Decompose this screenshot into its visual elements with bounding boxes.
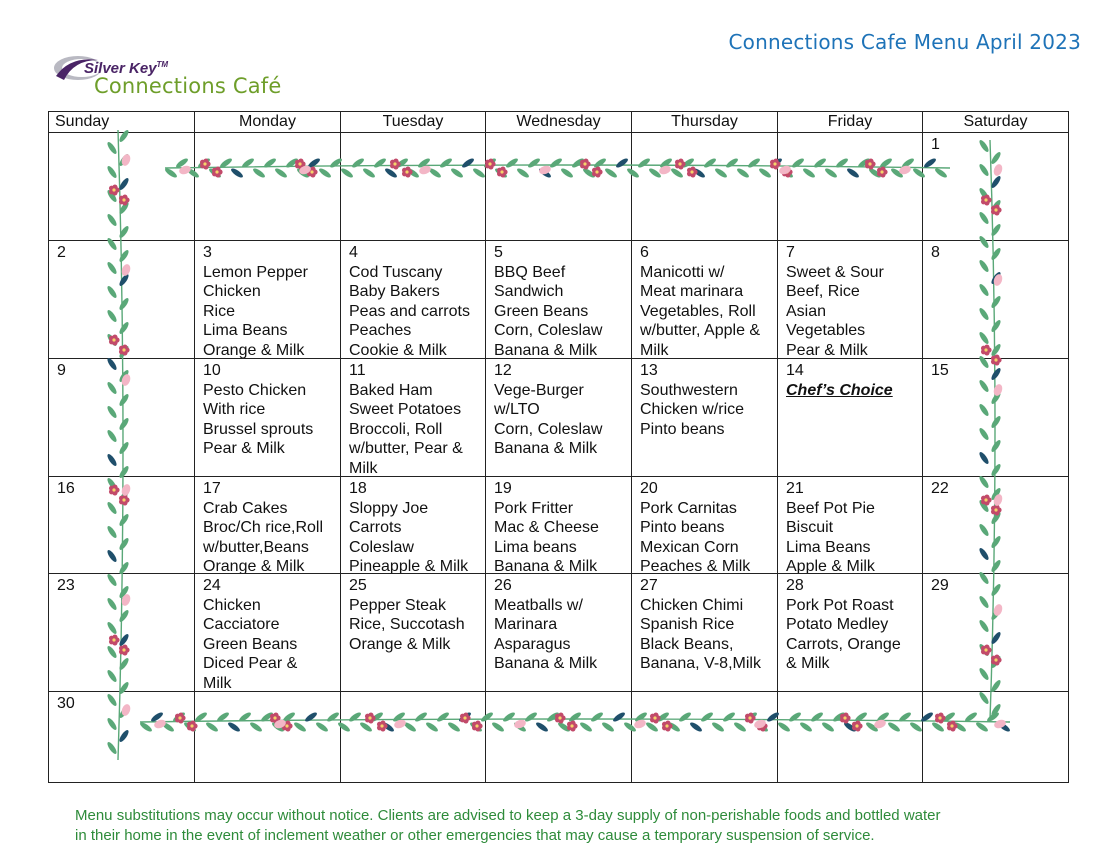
menu-item: & Milk — [786, 655, 830, 672]
day-number: 7 — [786, 244, 795, 261]
day-number: 25 — [349, 577, 367, 594]
day-header-tuesday: Tuesday — [341, 112, 486, 133]
menu-item: Cacciatore — [203, 616, 280, 633]
calendar-cell — [632, 477, 778, 574]
menu-item: w/butter, Pear & — [349, 440, 463, 457]
day-number: 14 — [786, 362, 804, 379]
calendar-cell — [49, 241, 195, 359]
menu-item: Vege-Burger — [494, 381, 584, 399]
calendar-cell — [195, 133, 341, 241]
day-number: 30 — [57, 695, 75, 712]
menu-item: Beef Pot Pie — [786, 499, 875, 517]
menu-item: Orange & Milk — [203, 558, 305, 574]
menu-item: Corn, Coleslaw — [494, 322, 603, 339]
menu-item: Green Beans — [203, 635, 298, 653]
day-number: 22 — [931, 480, 949, 497]
menu-item: Asparagus — [494, 635, 571, 653]
menu-item: Diced Pear & — [203, 655, 298, 672]
footer-line-2: in their home in the event of inclement weather or other emergencies that may cause a temporary suspension of service. — [75, 827, 875, 844]
calendar-cell — [923, 692, 1069, 783]
menu-item: Banana & Milk — [494, 558, 598, 574]
calendar-cell — [486, 574, 632, 692]
calendar-cell — [486, 477, 632, 574]
menu-item: Pork Fritter — [494, 499, 574, 517]
menu-item: Mac & Cheese — [494, 519, 599, 536]
calendar-cell — [49, 692, 195, 783]
footer-notice — [75, 806, 1085, 846]
menu-item: Lima Beans — [786, 538, 871, 556]
calendar-cell — [195, 574, 341, 692]
day-header-monday: Monday — [195, 112, 341, 133]
menu-item: Peaches — [349, 322, 412, 339]
menu-item: Banana, V-8,Milk — [640, 655, 761, 672]
calendar-cell — [341, 574, 486, 692]
menu-item: Orange & Milk — [349, 635, 451, 653]
calendar-cell — [195, 359, 341, 477]
menu-item: Pesto Chicken — [203, 381, 307, 399]
day-number: 24 — [203, 577, 221, 594]
menu-item: Pork Carnitas — [640, 499, 737, 517]
page-title: Connections Cafe Menu April 2023 — [728, 30, 1081, 54]
menu-item: Vegetables — [786, 322, 866, 339]
menu-item: Pinto beans — [640, 420, 725, 438]
calendar-cell — [632, 359, 778, 477]
menu-item: Lemon Pepper — [203, 263, 308, 281]
calendar-cell — [778, 477, 923, 574]
menu-item: Crab Cakes — [203, 499, 288, 517]
menu-item: Banana & Milk — [494, 655, 598, 672]
day-number: 20 — [640, 480, 658, 497]
menu-item: Rice, Succotash — [349, 616, 465, 633]
menu-calendar — [48, 111, 1069, 783]
calendar-cell — [486, 241, 632, 359]
menu-item: Sandwich — [494, 283, 564, 300]
menu-item: Cod Tuscany — [349, 263, 443, 281]
calendar-cell — [632, 241, 778, 359]
day-header-sunday: Sunday — [49, 112, 195, 133]
day-number: 28 — [786, 577, 804, 594]
menu-item: Asian — [786, 302, 827, 320]
calendar-cell — [49, 359, 195, 477]
calendar-cell — [341, 477, 486, 574]
menu-item: Spanish Rice — [640, 616, 735, 633]
calendar-cell — [486, 359, 632, 477]
menu-item: Peas and carrots — [349, 302, 470, 320]
menu-item: Sweet & Sour — [786, 263, 884, 281]
day-header-thursday: Thursday — [632, 112, 778, 133]
menu-item: Banana & Milk — [494, 341, 598, 359]
day-number: 21 — [786, 480, 804, 497]
day-number: 3 — [203, 244, 212, 261]
menu-item: Pear & Milk — [786, 341, 868, 359]
calendar-cell — [49, 133, 195, 241]
calendar-cell — [195, 477, 341, 574]
day-number: 6 — [640, 244, 649, 261]
calendar-cell — [778, 241, 923, 359]
menu-item: Chicken — [203, 283, 261, 300]
day-number: 29 — [931, 577, 949, 594]
day-number: 9 — [57, 362, 66, 379]
menu-item: Lima Beans — [203, 322, 288, 339]
calendar-cell — [923, 359, 1069, 477]
menu-item: Cookie & Milk — [349, 341, 447, 359]
day-number: 5 — [494, 244, 503, 261]
menu-item: Sweet Potatoes — [349, 401, 462, 418]
day-header-saturday: Saturday — [923, 112, 1069, 133]
menu-item: Meatballs w/ — [494, 596, 583, 614]
calendar-cell — [195, 241, 341, 359]
day-number: 15 — [931, 362, 949, 379]
menu-item: Pepper Steak — [349, 596, 446, 614]
menu-item: Baby Bakers — [349, 283, 440, 300]
day-number: 12 — [494, 362, 512, 379]
menu-item: w/butter,Beans — [203, 538, 309, 556]
menu-item: Coleslaw — [349, 538, 414, 556]
menu-item: Manicotti w/ — [640, 263, 725, 281]
menu-item: Sloppy Joe — [349, 499, 429, 517]
menu-item: Broc/Ch rice,Roll — [203, 519, 324, 536]
day-number: 1 — [931, 136, 940, 153]
menu-item: Banana & Milk — [494, 440, 598, 457]
menu-item: With rice — [203, 401, 266, 418]
menu-item: Apple & Milk — [786, 558, 875, 574]
menu-item: Chicken Chimi — [640, 596, 744, 614]
silver-key-logo — [50, 50, 300, 102]
day-number: 23 — [57, 577, 75, 594]
day-number: 18 — [349, 480, 367, 497]
calendar-cell — [341, 692, 486, 783]
menu-item: w/LTO — [494, 401, 540, 418]
menu-item: Southwestern — [640, 381, 738, 399]
day-number: 26 — [494, 577, 512, 594]
menu-item: Brussel sprouts — [203, 420, 314, 438]
menu-item: Pear & Milk — [203, 440, 285, 457]
calendar-cell — [341, 241, 486, 359]
day-number: 16 — [57, 480, 75, 497]
day-number: 8 — [931, 244, 940, 261]
calendar-cell — [195, 692, 341, 783]
menu-item: Mexican Corn — [640, 538, 739, 556]
chefs-choice-label: Chef’s Choice — [786, 381, 893, 399]
menu-item: Lima beans — [494, 538, 577, 556]
day-number: 2 — [57, 244, 66, 261]
day-number: 19 — [494, 480, 512, 497]
calendar-cell — [486, 692, 632, 783]
calendar-cell — [49, 574, 195, 692]
calendar-cell — [923, 574, 1069, 692]
calendar-cell — [923, 241, 1069, 359]
menu-item: w/butter, Apple & — [640, 322, 761, 339]
menu-item: Corn, Coleslaw — [494, 420, 603, 438]
menu-item: Milk — [349, 459, 378, 477]
menu-item: Biscuit — [786, 519, 834, 536]
menu-item: Peaches & Milk — [640, 558, 751, 574]
menu-item: Orange & Milk — [203, 341, 305, 359]
calendar-cell — [632, 133, 778, 241]
menu-item: Beef, Rice — [786, 283, 860, 300]
menu-item: Milk — [203, 674, 232, 692]
day-number: 13 — [640, 362, 658, 379]
calendar-cell — [778, 133, 923, 241]
day-number: 27 — [640, 577, 658, 594]
menu-item: Vegetables, Roll — [640, 302, 756, 320]
calendar-cell — [778, 574, 923, 692]
menu-item: Carrots — [349, 519, 402, 536]
menu-item: Pineapple & Milk — [349, 558, 469, 574]
logo-brand: Silver Key™ — [84, 60, 169, 77]
menu-item: Chicken w/rice — [640, 401, 745, 418]
menu-item: BBQ Beef — [494, 263, 566, 281]
menu-item: Meat marinara — [640, 283, 744, 300]
day-number: 17 — [203, 480, 221, 497]
day-number: 11 — [349, 362, 366, 379]
calendar-cell — [49, 477, 195, 574]
menu-item: Milk — [640, 341, 669, 359]
menu-item: Chicken — [203, 596, 261, 614]
calendar-cell — [341, 359, 486, 477]
calendar-cell — [341, 133, 486, 241]
logo-cafe-name: Connections Café — [94, 74, 282, 98]
menu-item: Black Beans, — [640, 635, 734, 653]
day-number: 10 — [203, 362, 221, 379]
menu-item: Pork Pot Roast — [786, 596, 894, 614]
menu-item: Carrots, Orange — [786, 635, 901, 653]
calendar-cell — [923, 477, 1069, 574]
menu-item: Marinara — [494, 616, 558, 633]
calendar-cell — [632, 692, 778, 783]
menu-item: Rice — [203, 302, 236, 320]
calendar-cell — [486, 133, 632, 241]
day-header-friday: Friday — [778, 112, 923, 133]
footer-line-1: Menu substitutions may occur without notice. Clients are advised to keep a 3-day supply of non-perishable foods and bottled water — [75, 807, 941, 824]
calendar-cell — [923, 133, 1069, 241]
menu-item: Potato Medley — [786, 616, 889, 633]
calendar-cell — [778, 359, 923, 477]
menu-item: Pinto beans — [640, 519, 725, 536]
menu-item: Baked Ham — [349, 381, 433, 399]
calendar-cell — [778, 692, 923, 783]
menu-item: Broccoli, Roll — [349, 420, 443, 438]
menu-item: Green Beans — [494, 302, 589, 320]
calendar-cell — [632, 574, 778, 692]
day-number: 4 — [349, 244, 358, 261]
day-header-wednesday: Wednesday — [486, 112, 632, 133]
